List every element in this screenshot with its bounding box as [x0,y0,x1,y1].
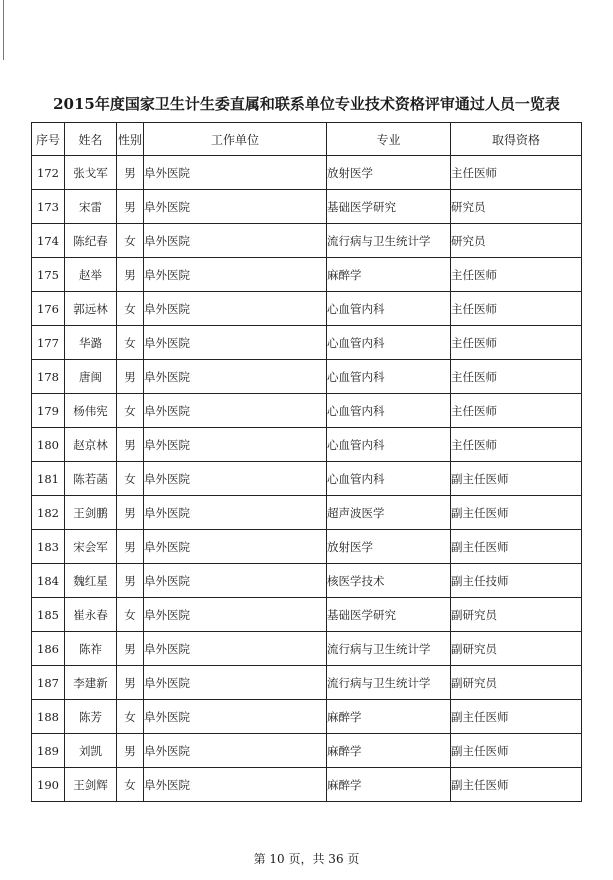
cell-qualification: 研究员 [451,224,582,258]
table-row [32,768,582,802]
cell-gender: 女 [117,326,144,360]
cell-name: 王剑辉 [65,768,117,802]
cell-name: 陈若菡 [65,462,117,496]
cell-qualification: 副研究员 [451,598,582,632]
table-row [32,258,582,292]
header-no: 序号 [32,123,65,156]
table-row [32,360,582,394]
cell-name: 陈祚 [65,632,117,666]
cell-gender: 男 [117,632,144,666]
cell-qualification: 主任医师 [451,394,582,428]
cell-major: 流行病与卫生统计学 [327,224,451,258]
cell-unit: 阜外医院 [144,292,327,326]
cell-gender: 女 [117,224,144,258]
cell-unit: 阜外医院 [144,190,327,224]
cell-qualification: 副主任技师 [451,564,582,598]
header-gender: 性别 [117,123,144,156]
cell-no: 188 [32,700,65,734]
header-name: 姓名 [65,123,117,156]
cell-name: 魏红星 [65,564,117,598]
cell-no: 172 [32,156,65,190]
table-row [32,292,582,326]
cell-major: 流行病与卫生统计学 [327,666,451,700]
header-qualification: 取得资格 [451,123,582,156]
cell-unit: 阜外医院 [144,598,327,632]
cell-name: 唐闽 [65,360,117,394]
cell-gender: 女 [117,462,144,496]
table-row [32,734,582,768]
table-row [32,530,582,564]
cell-name: 华潞 [65,326,117,360]
cell-unit: 阜外医院 [144,326,327,360]
cell-no: 181 [32,462,65,496]
cell-name: 杨伟宪 [65,394,117,428]
cell-gender: 男 [117,530,144,564]
cell-major: 心血管内科 [327,326,451,360]
cell-qualification: 主任医师 [451,258,582,292]
cell-unit: 阜外医院 [144,156,327,190]
cell-qualification: 副主任医师 [451,768,582,802]
cell-gender: 男 [117,666,144,700]
cell-gender: 男 [117,360,144,394]
cell-major: 麻醉学 [327,258,451,292]
page-number: 第 10 页，共 36 页 [253,852,360,866]
cell-unit: 阜外医院 [144,666,327,700]
cell-unit: 阜外医院 [144,632,327,666]
cell-name: 宋会军 [65,530,117,564]
cell-no: 180 [32,428,65,462]
cell-name: 郭远林 [65,292,117,326]
cell-no: 189 [32,734,65,768]
cell-qualification: 副主任医师 [451,462,582,496]
cell-gender: 女 [117,292,144,326]
cell-unit: 阜外医院 [144,768,327,802]
cell-no: 186 [32,632,65,666]
table-row [32,632,582,666]
table-row [32,394,582,428]
cell-major: 核医学技术 [327,564,451,598]
cell-name: 张戈军 [65,156,117,190]
cell-name: 李建新 [65,666,117,700]
cell-unit: 阜外医院 [144,700,327,734]
cell-gender: 女 [117,768,144,802]
cell-gender: 男 [117,156,144,190]
table-row [32,666,582,700]
table-header-row [32,123,582,156]
table-row [32,598,582,632]
cell-major: 麻醉学 [327,768,451,802]
table-row [32,326,582,360]
cell-major: 心血管内科 [327,360,451,394]
cell-major: 基础医学研究 [327,598,451,632]
cell-qualification: 副主任医师 [451,700,582,734]
cell-major: 超声波医学 [327,496,451,530]
cell-no: 185 [32,598,65,632]
table-row [32,156,582,190]
cell-no: 190 [32,768,65,802]
cell-qualification: 副主任医师 [451,496,582,530]
cell-major: 心血管内科 [327,394,451,428]
cell-unit: 阜外医院 [144,360,327,394]
cell-name: 宋雷 [65,190,117,224]
table-row [32,700,582,734]
personnel-table [31,122,582,802]
cell-unit: 阜外医院 [144,224,327,258]
cell-unit: 阜外医院 [144,428,327,462]
cell-major: 麻醉学 [327,734,451,768]
cell-no: 182 [32,496,65,530]
table-row [32,496,582,530]
cell-major: 基础医学研究 [327,190,451,224]
cell-major: 心血管内科 [327,428,451,462]
cell-gender: 男 [117,190,144,224]
cell-no: 178 [32,360,65,394]
cell-gender: 男 [117,734,144,768]
cell-no: 184 [32,564,65,598]
cell-unit: 阜外医院 [144,734,327,768]
cell-name: 崔永春 [65,598,117,632]
cell-no: 176 [32,292,65,326]
cell-major: 放射医学 [327,530,451,564]
table-row [32,428,582,462]
cell-qualification: 主任医师 [451,360,582,394]
document-title: 2015年度国家卫生计生委直属和联系单位专业技术资格评审通过人员一览表 [53,95,560,113]
cell-major: 心血管内科 [327,462,451,496]
cell-qualification: 主任医师 [451,292,582,326]
cell-major: 流行病与卫生统计学 [327,632,451,666]
cell-unit: 阜外医院 [144,564,327,598]
scan-edge-line [3,0,4,60]
header-unit: 工作单位 [144,123,327,156]
cell-no: 173 [32,190,65,224]
cell-no: 179 [32,394,65,428]
cell-no: 187 [32,666,65,700]
cell-gender: 女 [117,598,144,632]
cell-no: 177 [32,326,65,360]
cell-gender: 女 [117,394,144,428]
cell-qualification: 副主任医师 [451,734,582,768]
cell-major: 放射医学 [327,156,451,190]
cell-major: 麻醉学 [327,700,451,734]
cell-no: 174 [32,224,65,258]
cell-unit: 阜外医院 [144,258,327,292]
cell-gender: 男 [117,496,144,530]
cell-name: 陈芳 [65,700,117,734]
table-row [32,224,582,258]
cell-name: 赵举 [65,258,117,292]
cell-qualification: 主任医师 [451,428,582,462]
cell-unit: 阜外医院 [144,394,327,428]
cell-qualification: 研究员 [451,190,582,224]
cell-qualification: 副研究员 [451,666,582,700]
table-row [32,462,582,496]
cell-gender: 男 [117,258,144,292]
cell-qualification: 副研究员 [451,632,582,666]
table-row [32,564,582,598]
cell-unit: 阜外医院 [144,530,327,564]
cell-name: 赵京林 [65,428,117,462]
table-row [32,190,582,224]
cell-qualification: 主任医师 [451,326,582,360]
cell-gender: 男 [117,564,144,598]
cell-major: 心血管内科 [327,292,451,326]
header-major: 专业 [327,123,451,156]
cell-qualification: 主任医师 [451,156,582,190]
cell-gender: 女 [117,700,144,734]
cell-unit: 阜外医院 [144,462,327,496]
cell-unit: 阜外医院 [144,496,327,530]
cell-name: 王剑鹏 [65,496,117,530]
cell-no: 183 [32,530,65,564]
cell-no: 175 [32,258,65,292]
cell-name: 刘凯 [65,734,117,768]
cell-name: 陈纪春 [65,224,117,258]
cell-gender: 男 [117,428,144,462]
cell-qualification: 副主任医师 [451,530,582,564]
